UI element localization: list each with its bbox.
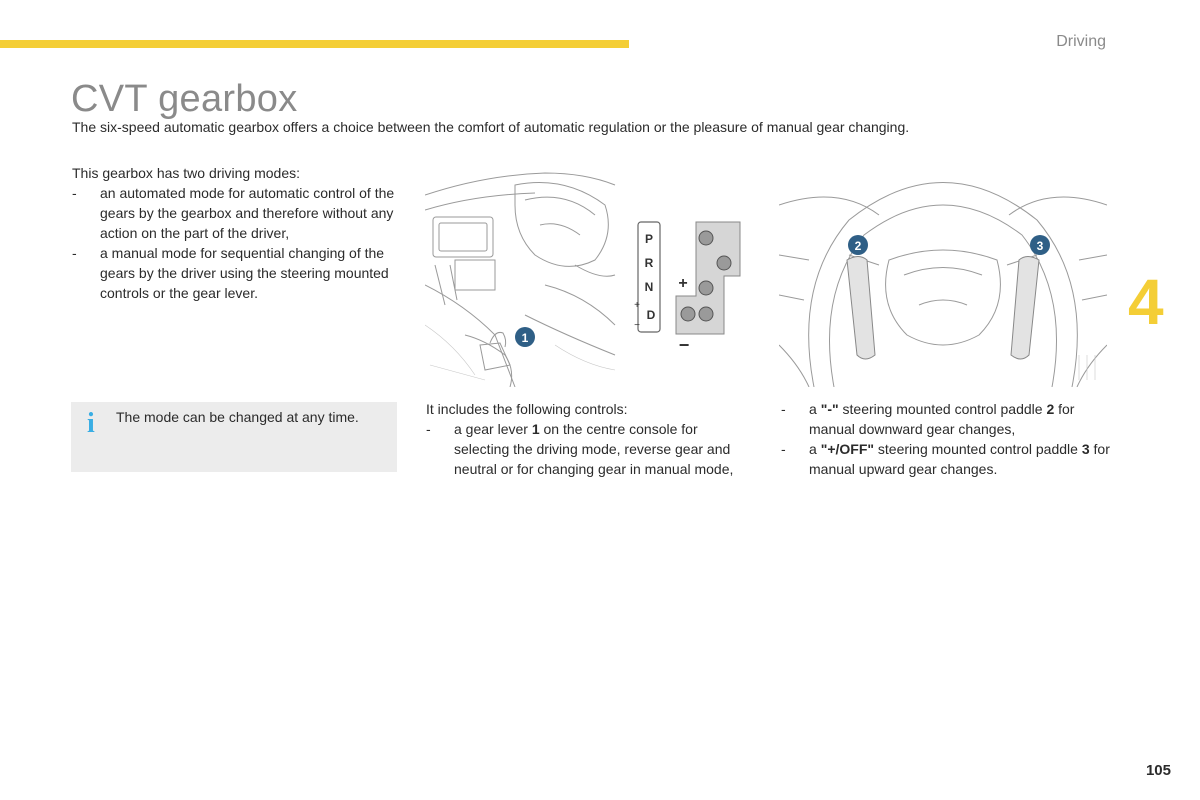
mode-item-manual — [72, 243, 402, 303]
modes-lead: This gearbox has two driving modes: — [72, 165, 300, 181]
gear-gate-diagram — [628, 216, 748, 356]
section-label: Driving — [1056, 33, 1106, 50]
header-accent-bar — [0, 40, 629, 48]
page-title: CVT gearbox — [71, 78, 298, 120]
intro-text: The six-speed automatic gearbox offers a choice between the comfort of automatic regulation or the pleasure of manual gear changing. — [72, 119, 910, 135]
callout-3-label: 3 — [1036, 239, 1044, 253]
mode-item-automatic — [72, 183, 402, 243]
control-item-gear-lever — [426, 419, 746, 479]
control-item-text — [809, 439, 1111, 479]
console-illustration — [425, 165, 617, 387]
control-label: "-" — [820, 401, 839, 417]
info-text: The mode can be changed at any time. — [116, 409, 359, 425]
info-box — [71, 402, 397, 472]
paddles-section — [781, 399, 1111, 479]
bullet-dash: - — [781, 401, 786, 417]
text-run: a — [809, 441, 821, 457]
text-run: on the centre console for selecting the driving mode, reverse gear and neutral or for changing gear in manual mode, — [454, 421, 734, 477]
gate-position-d: D — [646, 308, 656, 322]
bullet-dash: - — [72, 185, 77, 201]
callout-2-label: 2 — [854, 239, 862, 253]
ref-number: 1 — [531, 421, 540, 437]
text-run: for manual downward gear changes, — [809, 401, 1075, 437]
control-item-plus-paddle — [781, 439, 1111, 479]
steering-wheel-illustration — [779, 165, 1107, 387]
paddle-minus — [847, 257, 875, 360]
text-run: a gear lever — [454, 421, 532, 437]
control-item-text — [809, 399, 1111, 439]
text-run: steering mounted control paddle — [838, 401, 1047, 417]
page-number: 105 — [1145, 762, 1171, 779]
gate-minus: − — [678, 335, 690, 355]
driving-modes — [72, 163, 402, 303]
gate-position-p: P — [644, 232, 654, 246]
control-item-minus-paddle — [781, 399, 1111, 439]
paddle-plus — [1011, 257, 1039, 360]
controls-section — [426, 399, 746, 479]
gate-side-plus: + — [634, 300, 640, 311]
mode-item-text: an automated mode for automatic control of the gears by the gearbox and therefore without any action on the part of the driver, — [100, 185, 395, 241]
info-icon: i — [87, 408, 95, 439]
control-item-text — [454, 419, 746, 479]
callout-1-label: 1 — [521, 331, 529, 345]
ref-number: 3 — [1081, 441, 1090, 457]
bullet-dash: - — [781, 441, 786, 457]
bullet-dash: - — [426, 421, 431, 437]
text-run: for manual upward gear changes. — [809, 441, 1110, 477]
ref-number: 2 — [1046, 401, 1055, 417]
gate-plus: + — [678, 275, 688, 292]
mode-item-text: a manual mode for sequential changing of the gears by the driver using the steering mounted controls or the gear lever. — [100, 245, 389, 301]
text-run: steering mounted control paddle — [874, 441, 1082, 457]
chapter-number: 4 — [1128, 266, 1164, 338]
gate-side-minus: − — [634, 320, 640, 331]
gate-position-r: R — [644, 256, 654, 270]
bullet-dash: - — [72, 245, 77, 261]
gate-position-n: N — [644, 280, 654, 294]
control-label: "+/OFF" — [820, 441, 875, 457]
controls-lead: It includes the following controls: — [426, 401, 628, 417]
text-run: a — [809, 401, 821, 417]
